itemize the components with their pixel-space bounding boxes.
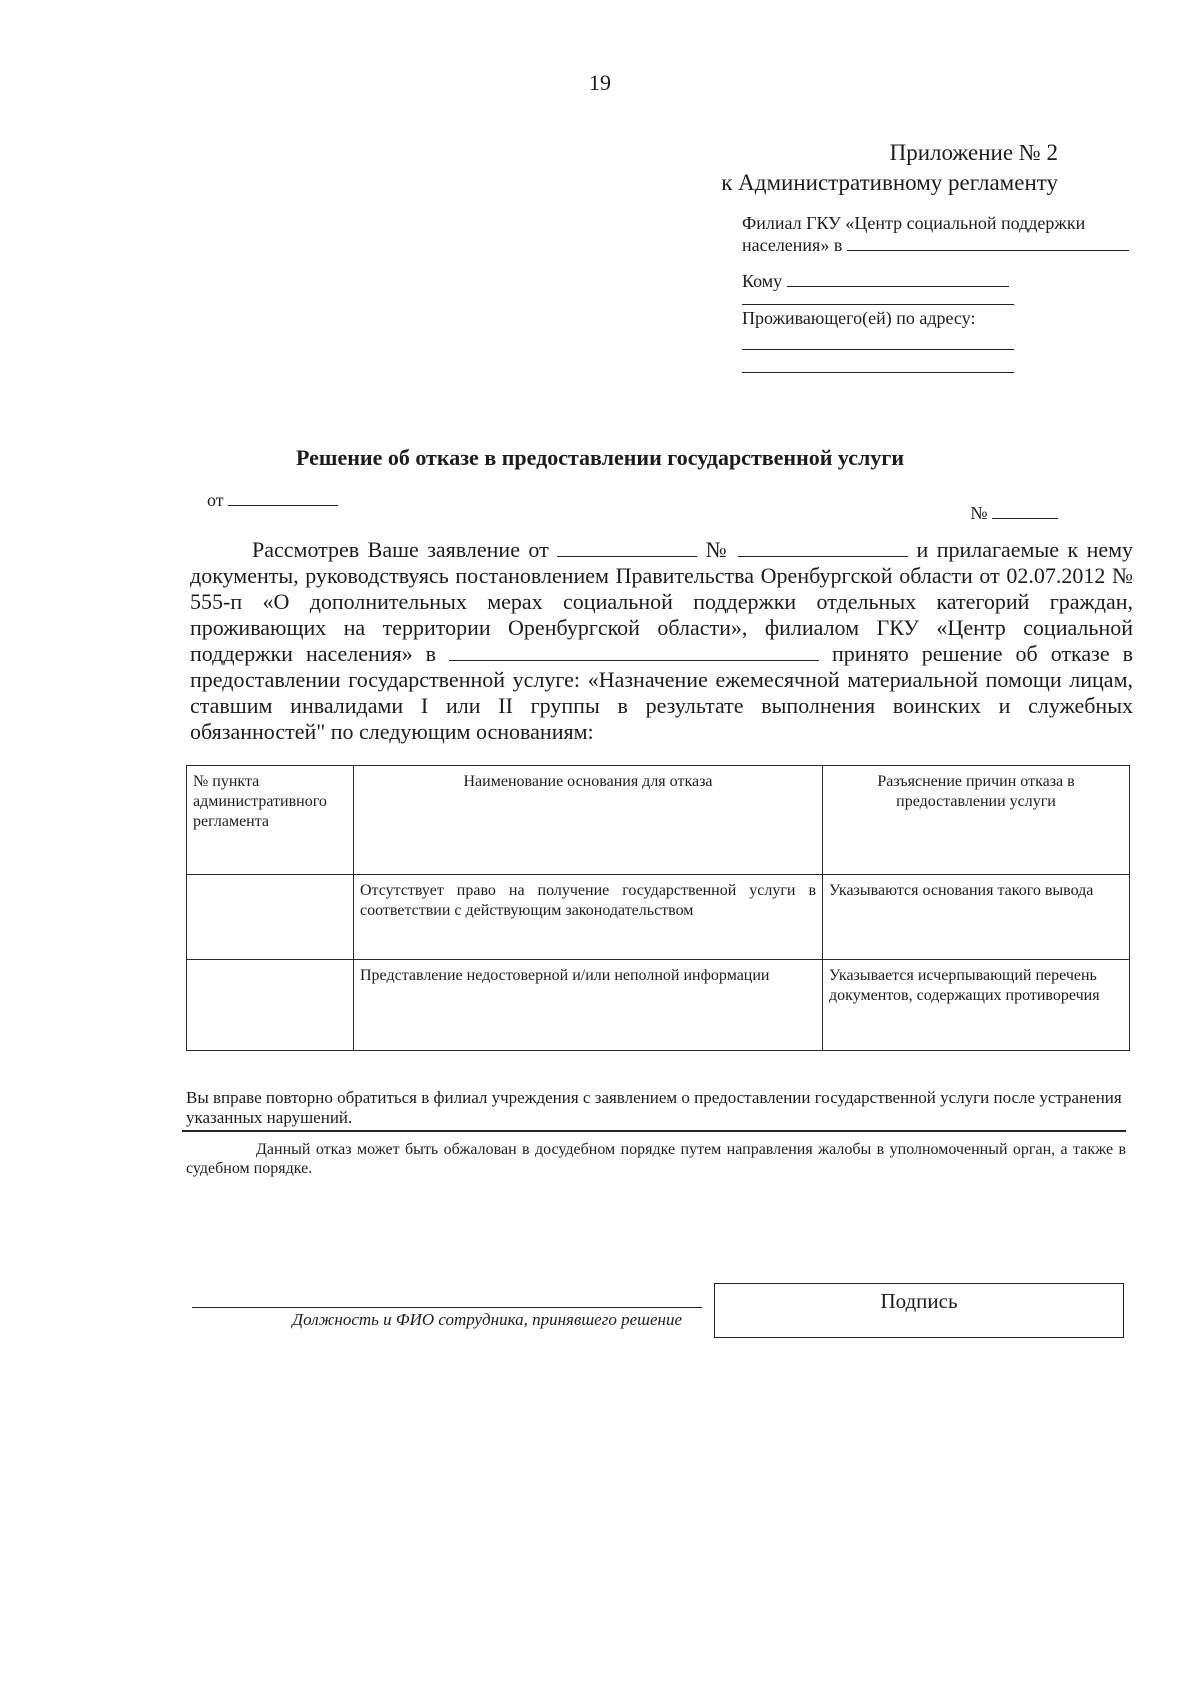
table-header-row xyxy=(187,766,1130,875)
address-label: Проживающего(ей) по адресу: xyxy=(742,308,976,328)
branch-label: населения» в xyxy=(742,235,843,255)
cell-explanation: Указываются основания такого вывода xyxy=(823,875,1130,960)
application-number-blank xyxy=(738,556,908,557)
table-row xyxy=(187,960,1130,1051)
cell-clause-number xyxy=(187,960,354,1051)
grounds-table xyxy=(186,765,1130,1051)
date-blank xyxy=(228,505,338,506)
cell-ground-name: Представление недостоверной и/или неполной информации xyxy=(354,960,823,1051)
position-caption: Должность и ФИО сотрудника, принявшего решение xyxy=(292,1310,682,1329)
to-blank xyxy=(787,286,1009,287)
application-date-blank xyxy=(557,556,697,557)
appeal-text: Данный отказ может быть обжалован в досудебном порядке путем направления жалобы в уполномоченный орган, а также в судебном порядке. xyxy=(186,1141,1126,1177)
decision-text xyxy=(190,537,1133,745)
date-label: от xyxy=(207,490,224,510)
header-explanation: Разъяснение причин отказа в предоставлении услуги xyxy=(823,766,1130,875)
reapply-notice: Вы вправе повторно обратиться в филиал учреждения с заявлением о предоставлении государственной услуги после устранения указанных нарушений. xyxy=(186,1088,1122,1127)
number-row xyxy=(970,503,1058,524)
notice-divider xyxy=(182,1130,1126,1132)
branch-line-2 xyxy=(742,234,1142,256)
address-blank-1 xyxy=(742,329,1014,350)
body-part-2: № xyxy=(705,537,730,562)
table-row xyxy=(187,875,1130,960)
header-ground-name: Наименование основания для отказа xyxy=(354,766,823,875)
position-signature-line xyxy=(192,1307,702,1308)
body-part-4: принято решение об отказе в предоставлении государственной услуге: «Назначение ежемесячной материальной помощи лицам, ставшим инвалидами I или II группы в результате выполнения воинских и служебных обязанностей" по следующим основаниям: xyxy=(190,641,1133,744)
appendix-heading xyxy=(721,138,1058,198)
document-title: Решение об отказе в предоставлении государственной услуги xyxy=(295,445,905,470)
to-blank-2 xyxy=(742,292,1014,305)
date-row xyxy=(207,490,338,511)
cell-explanation: Указывается исчерпывающий перечень документов, содержащих противоречия xyxy=(823,960,1130,1051)
page-number: 19 xyxy=(589,70,611,95)
signature-label: Подпись xyxy=(880,1289,958,1313)
cell-clause-number xyxy=(187,875,354,960)
body-part-3: и прилагаемые к нему документы, руководствуясь постановлением Правительства Оренбургской области от 02.07.2012 № 555-п «О дополнительных мерах социальной поддержки отдельных категорий граждан, проживающих на территории Оренбургской области», филиалом ГКУ «Центр социальной поддержки населения» в xyxy=(190,537,1134,666)
to-line xyxy=(742,270,1142,292)
header-clause-number: № пункта административного регламента xyxy=(187,766,354,875)
number-blank xyxy=(992,518,1058,519)
signature-box xyxy=(714,1283,1124,1338)
address-blank-2 xyxy=(742,350,1014,373)
number-label: № xyxy=(970,503,988,523)
branch-name-blank xyxy=(449,660,819,661)
body-part-1: Рассмотрев Ваше заявление от xyxy=(252,537,549,562)
to-label: Кому xyxy=(742,271,783,291)
branch-line-1: Филиал ГКУ «Центр социальной поддержки xyxy=(742,213,1086,233)
appendix-line-1: Приложение № 2 xyxy=(889,140,1058,165)
branch-blank xyxy=(847,250,1129,251)
appeal-notice xyxy=(186,1140,1126,1178)
addressee-block xyxy=(742,212,1142,373)
appendix-line-2: к Административному регламенту xyxy=(721,170,1058,195)
cell-ground-name: Отсутствует право на получение государственной услуги в соответствии с действующим законодательством xyxy=(354,875,823,960)
